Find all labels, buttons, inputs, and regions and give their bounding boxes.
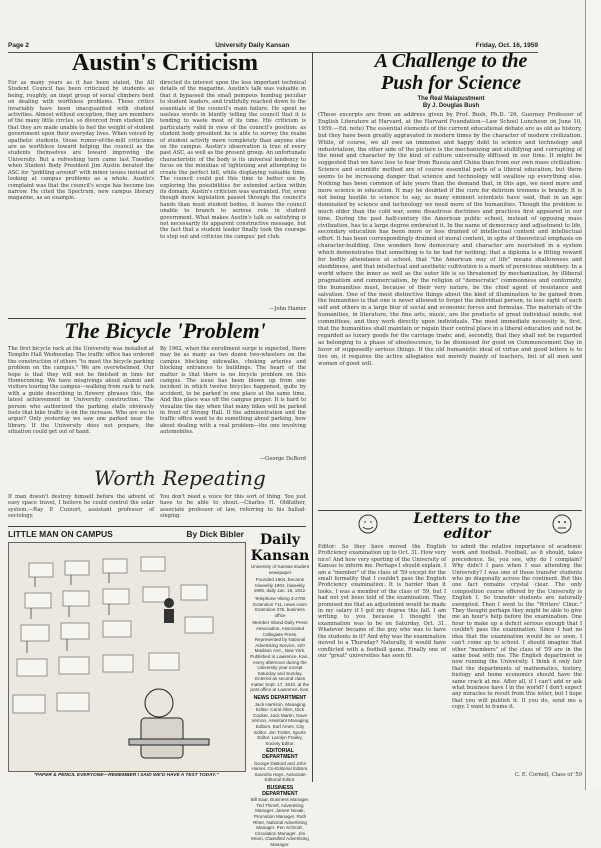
austin-column-2: directed its interest upon the less important technical details of the magazine. Austin's talk was valuable in that it bypassed the small pompous humbug peculiar to student leaders, and truthfully reached down to the essentials of the council's main failure. He spent no useless words in bluntly telling the council that it is tending to waste most of its time. His criticism is particularly valid in view of the council's position: as student body president he is able to survey the realm of student activity more completely than anyone else on the campus. Austin's observation is true of every past ASC, as well as the present group. An unfortunate characteristic of the body is its universal tendency to focus on the minutiae of tightening and attempting to create the perfect bill, while displaying valuable time. The council could put this time to better use by exploring the possibilities for extended action within its domain. Austin's criticism was warranted. For, even though more legislation passed through the council's hands than most student bodies, it leaves the council unable to branch to serious role in student government. What makes Austin's talk so satisfying is not necessarily its apparent constructive message, but the fact that a student leader finally took the courage to step out and criticize the campus' pet club. — [160, 80, 306, 240]
cartoon-title-bar — [8, 529, 244, 539]
challenge-byline: By J. Douglas Bush — [422, 103, 480, 109]
bicycle-signature: —George DeBord — [259, 456, 306, 462]
paper-name: University Daily Kansan — [215, 42, 290, 49]
challenge-subhead: The Real Malapustment — [417, 96, 485, 102]
bicycle-column-1: The first bicycle rack at the University was installed at Templin Hall Wednesday. The traffic office has ordered the construction of others "to meet the bicycle parking problem on the campus." We are overwhelmed. Our hope is that they will not be finished in time for Homecoming. We have misgivings about alumni and visitors touring the campus—walking from rack to rack with a guide describing in flowery phrases this, the latest achievement in University construction. The person who authorized the parking stalls obviously feels that bike traffic is on the increase. Who are we to argue? Only yesterday we saw one parked near the library. If the University does not prepare, the situation could get out of hand. — [8, 346, 154, 436]
letters-doodle-right — [544, 510, 582, 542]
worth-quote-2: You don't need a voice for this sort of thing. You just have to be able to shout.—Charles H. Oldfather, associate professor of law, referring to his ballad-singing. — [160, 494, 306, 520]
student-figure — [164, 598, 174, 623]
business-dept-heading: BUSINESS DEPARTMENT — [262, 784, 298, 797]
cartoon-title: LITTLE MAN ON CAMPUS — [8, 529, 113, 539]
news-dept-staff: Jack Harrison, Managing Editor. Carol Allen, Dick Cooker, Jack Martin, Dave Vernon, Assistant Managing Editors. Earl Ames, City Editor. Jim Trotter, Sports Editor. Larolyn Frailey, Society Editor. — [251, 701, 309, 746]
austin-signature: —John Hamer — [269, 306, 306, 312]
news-dept-heading: NEWS DEPARTMENT — [253, 695, 307, 702]
cartoon-illustration — [8, 542, 246, 772]
column-divider — [312, 52, 313, 782]
masthead-name: Daily Kansan — [250, 532, 310, 564]
page-number: Page 2 — [8, 42, 29, 49]
masthead — [250, 532, 310, 847]
letters-doodle-left — [350, 510, 390, 542]
masthead-phones: Telephone Viking 3-2700 Extension 711, news room Extension 376, business office — [253, 595, 307, 618]
challenge-headline-1: A Challenge to the — [374, 50, 528, 72]
worth-repeating-headline: Worth Repeating — [94, 466, 266, 490]
editorial-dept-staff: George DeBord and John Hamer, Co-Editorial Editors. Saundra Hays, Associate Editorial Editor. — [251, 760, 309, 783]
letters-signature: C. E. Cornell, Class of '59 — [514, 772, 582, 778]
challenge-headline-2: Push for Science — [381, 72, 521, 94]
letters-headline: Letters to the editor — [413, 511, 521, 542]
austin-column-1: For as many years as it has been stated, the All Student Council has been criticized by students as being, roughly, an inept group of social climbers bent on dealing with worthless problems. These critics invariably have been unacquainted with student activities. Almost without exception, they are members of the many little circles, so divorced from student life that they are made unable to feel the weight of student government upon their everyday lives. When voiced by apathetic students, those rumor-of-the-mill criticisms are as worthless toward helping the council as the students themselves are toward improving the University. But a refreshing turn came last Tuesday when Student Body President Jim Austin berated the ASC for "piddling around" with minor issues instead of looking at campus problems as a whole. Austin's complaint was that the council's scope has become too narrow. He cited the Spectrum, new campus literary magazine, as an example. — [8, 80, 154, 202]
bicycle-headline: The Bicycle 'Problem' — [64, 318, 266, 343]
worth-quote-1: If man doesn't destroy himself before the advent of easy space travel, I believe he could control the solar system.—Ray P. Cuzzort, assistant professor of sociology. — [8, 494, 154, 520]
divider — [8, 526, 306, 527]
masthead-founded: Founded 1904, became triweekly 1904, biweekly 1905, daily Jan. 16, 1912. — [253, 577, 307, 594]
business-dept-staff: Bill Saar, Business Manager. Ted Thinell, Advertising Manager. Jamee Novak, Promotion Manager. Ruth Ritter, National Advertising Manager. Pen Schmitz, Circulation Manager. Jim Moon, Classified Advertising Manager. — [250, 797, 310, 847]
bicycle-column-2: By 1962, when the enrollment surge is expected, there may be as many as two dozen two-wheelers on the campus blocking sidewalks, choking arteries and blocking entrances to buildings. The heart of the matter is that there is no bicycle problem on this campus. The issue has been blown up from one incident in which twelve bicycles happened, quite by accident, to be parked in one place at the same time. And this place was off the campus proper. It is hard to visualize the day when that many bikes will be parked in front of Strong Hall. If the administration and the traffic office want to do something about parking, how about dealing with a real problem—the one involving automobiles. — [160, 346, 306, 436]
cartoon-author: By Dick Bibler — [186, 529, 244, 539]
masthead-tagline: University of Kansas student newspaper — [250, 564, 310, 575]
editorial-dept-heading: EDITORIAL DEPARTMENT — [262, 748, 298, 760]
page-edge — [585, 0, 601, 790]
masthead-member: Member Inland Daily Press Association, Associated Collegiate Press. Represented by National Advertising Service, 420 Madison Ave., New York. Published in Lawrence, Kan., every afternoon during the University year except Saturday and Sunday. Entered as second class matter Sept. 17, 1910, at the post office at Lawrence, Kan. — [250, 620, 310, 693]
issue-date: Friday, Oct. 16, 1959 — [475, 42, 538, 49]
austin-headline: Austin's Criticism — [72, 50, 258, 76]
letters-column-2: to admit the relative importance of academic work and football. Football, as it should, takes precedence. So, you see, why do I complain? Why didn't I pass when I was attending the University? I was one of those transfer students who go diagonally across the continent. But this one fact remains crystal clear. The only composition course offered by the University is English I. So transfer students are naturally exempted. Then I went to the "Writers' Clinic." They thought perhaps they might be able to give me an hour's help before the examination. One hour to make up a deficit serious enough that I couldn't pass the examination. Since I had no idea that the examination would be so soon, I can't come up to school. I should imagine that other "members" of the class of '59 are in the same boat with me. The English department is now running the University. I think it only fair that the departments of mathematics, history, biology and home economics should have the same crack at me. After all, if I can't add or ask what business have I in the world? I don't expect any miracles to result from this letter, but I hope that you will publish it. If you do, send me a copy. I want to frame it. — [452, 544, 582, 711]
challenge-body: (These excerpts are from an address given by Prof. Bush, Ph.D. '26, Guerney Professor of English Literature at Harvard, at the Harvard Foundation—Law School Luncheon on June 10, 1959.—Ed. note) The essential elements of the current educational debate are as old as history, but they have been greatly aggravated in modern times by the character of modern civilization. While, of course, we all owe an immense and happy debt to science and technology and industrialism, the other side of the picture is the mechanizing and stultifying and corrupting of the mind and character by the kind of culture universally diffused in our time. It might be suggested that we have less to fear from Russia and China than from our own mass civilization. Science and scientific method are of course essential parts of a liberal education, but there seems to be increasing danger that science and technology will swallow up everything else. Nothing has been common of late years than the demand that, in this age, we need more and more science in education. It may be doubted if the cure for delirium tremens is brandy. It is not being hostile to science to say, as many eminent scientists have said, that in an age dominated by science and technology we need more of the humanities. Though the problem is much older than the cold war, some disastrous doctrines and practices first appeared in our time. During the past half-century the American public school, instead of opposing mass civilization, has to a large degree embraced it. In the name of democracy and adjustment to life, secondary education has been more or less drained of intellectual content and intellectual effort. It has been correspondingly drained of moral content, in spite of theoretical emphasis on character-building. One wonders how democracy and character are nourished in a system which demonstrates that something is to be had for nothing; that a diploma is a fitting reward for bodily attendance at school, that "the American way of life" means shallowness and shoddiness, and that intellectual and aesthetic cultivation is a mark of pernicious snobbery. In a world where the inner as well as the outer life is so threatened by mechanization, by illiberal pragmatism and commercialism, by the religion of "democratic" commonness and conformity, the humanities must, because of their very nature, be the chief agent of resistance and salvation. One of the most distinctive things about the kind of illumination to be gained from the humanities is that one is never allowed to forget the individual person, to lose sight of each self and others in a large blur of social and economic forces and formulas. The materials of the humanities, in literature, the fine arts, music, are the products of great individual minds, not committees, and they work directly upon individuals. The most immediate necessity is, first, that the humanities shall maintain or regain their central place in a liberal education and not be regarded as luxury goods for the carriage trade; and, secondly, that they shall not be regarded as belonging to a phase of obsolescence, to be dismissed for good on Commencement Day in favor of supposedly serious things. If the old humanistic ideal of virtue and good letters is to live on, it requires the active allegiance not merely mainly of teachers, but of all men and women of good will. — [318, 112, 582, 367]
cartoon-caption: "PAPER & PENCIL EVERYONE—REMEMBER I SAID WE'D HAVE A TEST TODAY." — [33, 773, 219, 778]
classroom-drawing — [9, 543, 245, 771]
letters-column-1: Editor: So they have moved the English Proficiency examination up to Oct. 31. How very nice! And how very sporting of the University of Kansas to inform me. Perhaps I should explain. I am a "member" of the class of '59 except for the small formality that I couldn't pass the English Proficiency examination. It is harder than it looks. I was a member of the class of '59, but I had not yet been told of the examination. They promised me that an adjustment would be made in my salary if I got my degree this fall. I am writing to you because I thought the examination was to be on Saturday, Oct. 31. Whatever became of the guy who was to have the students in it? And why was the examination moved to a Thursday? Naturally, it would have conflicted with a football game. Finally one of our "great" universities has seen fit — [318, 544, 446, 659]
